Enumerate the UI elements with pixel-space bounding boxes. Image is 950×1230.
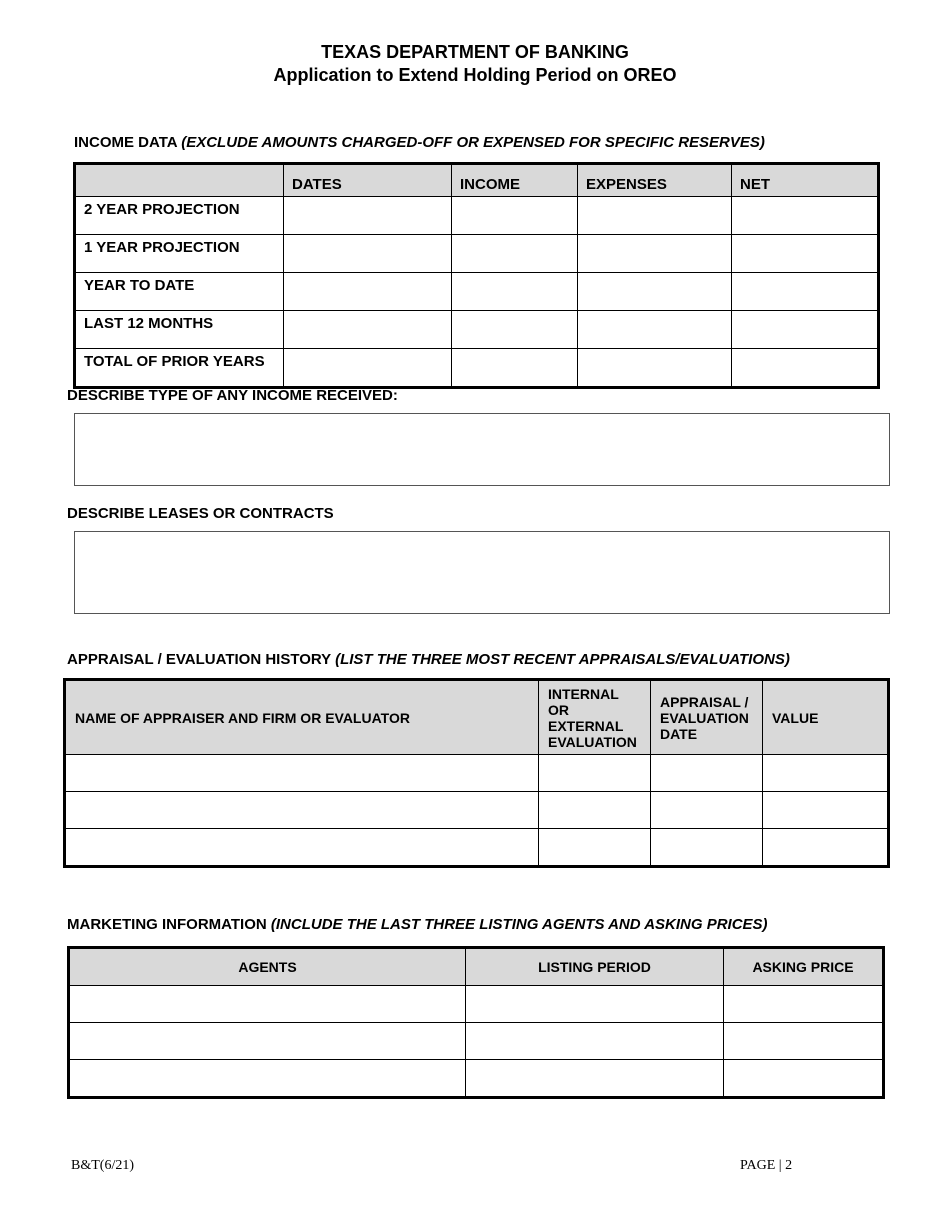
appraisal-date-cell[interactable]: [651, 829, 763, 867]
form-code: B&T(6/21): [71, 1158, 134, 1173]
leases-label: DESCRIBE LEASES OR CONTRACTS: [67, 505, 334, 522]
dates-cell[interactable]: [284, 349, 452, 388]
dates-cell[interactable]: [284, 197, 452, 235]
agent-cell[interactable]: [69, 1023, 466, 1060]
table-row: [69, 986, 884, 1023]
agent-cell[interactable]: [69, 986, 466, 1023]
table-row: [75, 197, 879, 235]
net-cell[interactable]: [732, 349, 879, 388]
expenses-cell[interactable]: [578, 235, 732, 273]
marketing-header-row: [69, 948, 884, 986]
table-row: [75, 349, 879, 388]
table-row: [75, 273, 879, 311]
table-row: [69, 1060, 884, 1098]
marketing-table: [67, 946, 885, 1099]
appraisal-col-value: VALUE: [763, 680, 889, 755]
listing-period-cell[interactable]: [466, 1060, 724, 1098]
row-label: 2 YEAR PROJECTION: [75, 197, 284, 235]
row-label: YEAR TO DATE: [75, 273, 284, 311]
appraisal-note: (LIST THE THREE MOST RECENT APPRAISALS/EVALUATIONS): [335, 651, 790, 668]
income-header-row: [75, 164, 879, 197]
income-data-label: INCOME DATA: [74, 134, 178, 151]
expenses-cell[interactable]: [578, 349, 732, 388]
net-cell[interactable]: [732, 273, 879, 311]
appraisal-label: APPRAISAL / EVALUATION HISTORY: [67, 651, 331, 668]
income-type-label: DESCRIBE TYPE OF ANY INCOME RECEIVED:: [67, 387, 398, 404]
marketing-col-listing-period: LISTING PERIOD: [466, 948, 724, 986]
page-number: PAGE | 2: [740, 1158, 793, 1173]
marketing-note: (INCLUDE THE LAST THREE LISTING AGENTS AND ASKING PRICES): [270, 916, 768, 933]
appraisal-heading: [67, 651, 790, 668]
marketing-label: MARKETING INFORMATION: [67, 916, 267, 933]
dates-cell[interactable]: [284, 235, 452, 273]
net-cell[interactable]: [732, 311, 879, 349]
net-cell[interactable]: [732, 235, 879, 273]
appraiser-cell[interactable]: [65, 792, 539, 829]
evaluation-type-cell[interactable]: [539, 829, 651, 867]
appraisal-date-cell[interactable]: [651, 755, 763, 792]
appraisal-table: [63, 678, 890, 868]
income-col-dates: DATES: [284, 164, 452, 197]
agent-cell[interactable]: [69, 1060, 466, 1098]
value-cell[interactable]: [763, 755, 889, 792]
marketing-heading: [67, 916, 768, 933]
marketing-col-asking-price: ASKING PRICE: [724, 948, 884, 986]
form-title: Application to Extend Holding Period on OREO: [273, 65, 677, 85]
income-col-label: [75, 164, 284, 197]
listing-period-cell[interactable]: [466, 986, 724, 1023]
row-label: LAST 12 MONTHS: [75, 311, 284, 349]
expenses-cell[interactable]: [578, 197, 732, 235]
value-cell[interactable]: [763, 792, 889, 829]
income-data-heading: [74, 134, 765, 151]
dates-cell[interactable]: [284, 311, 452, 349]
asking-price-cell[interactable]: [724, 1023, 884, 1060]
dates-cell[interactable]: [284, 273, 452, 311]
marketing-col-agents: AGENTS: [69, 948, 466, 986]
appraisal-col-evaluation-type: INTERNAL OR EXTERNAL EVALUATION: [539, 680, 651, 755]
income-cell[interactable]: [452, 349, 578, 388]
table-row: [65, 829, 889, 867]
income-cell[interactable]: [452, 311, 578, 349]
evaluation-type-cell[interactable]: [539, 792, 651, 829]
income-col-net: NET: [732, 164, 879, 197]
appraisal-date-cell[interactable]: [651, 792, 763, 829]
net-cell[interactable]: [732, 197, 879, 235]
income-cell[interactable]: [452, 235, 578, 273]
expenses-cell[interactable]: [578, 273, 732, 311]
row-label: 1 YEAR PROJECTION: [75, 235, 284, 273]
income-data-note: (EXCLUDE AMOUNTS CHARGED-OFF OR EXPENSED FOR SPECIFIC RESERVES): [181, 134, 765, 151]
income-col-income: INCOME: [452, 164, 578, 197]
table-row: [65, 792, 889, 829]
table-row: [69, 1023, 884, 1060]
appraiser-cell[interactable]: [65, 829, 539, 867]
table-row: [75, 235, 879, 273]
income-col-expenses: EXPENSES: [578, 164, 732, 197]
income-type-textbox[interactable]: [74, 413, 890, 486]
appraiser-cell[interactable]: [65, 755, 539, 792]
income-cell[interactable]: [452, 197, 578, 235]
income-data-table: [73, 162, 880, 389]
value-cell[interactable]: [763, 829, 889, 867]
appraisal-header-row: [65, 680, 889, 755]
expenses-cell[interactable]: [578, 311, 732, 349]
appraisal-col-date: APPRAISAL / EVALUATION DATE: [651, 680, 763, 755]
asking-price-cell[interactable]: [724, 986, 884, 1023]
listing-period-cell[interactable]: [466, 1023, 724, 1060]
asking-price-cell[interactable]: [724, 1060, 884, 1098]
table-row: [65, 755, 889, 792]
leases-textbox[interactable]: [74, 531, 890, 614]
evaluation-type-cell[interactable]: [539, 755, 651, 792]
appraisal-col-name: NAME OF APPRAISER AND FIRM OR EVALUATOR: [65, 680, 539, 755]
agency-title: TEXAS DEPARTMENT OF BANKING: [321, 42, 629, 62]
table-row: [75, 311, 879, 349]
income-cell[interactable]: [452, 273, 578, 311]
row-label: TOTAL OF PRIOR YEARS: [75, 349, 284, 388]
